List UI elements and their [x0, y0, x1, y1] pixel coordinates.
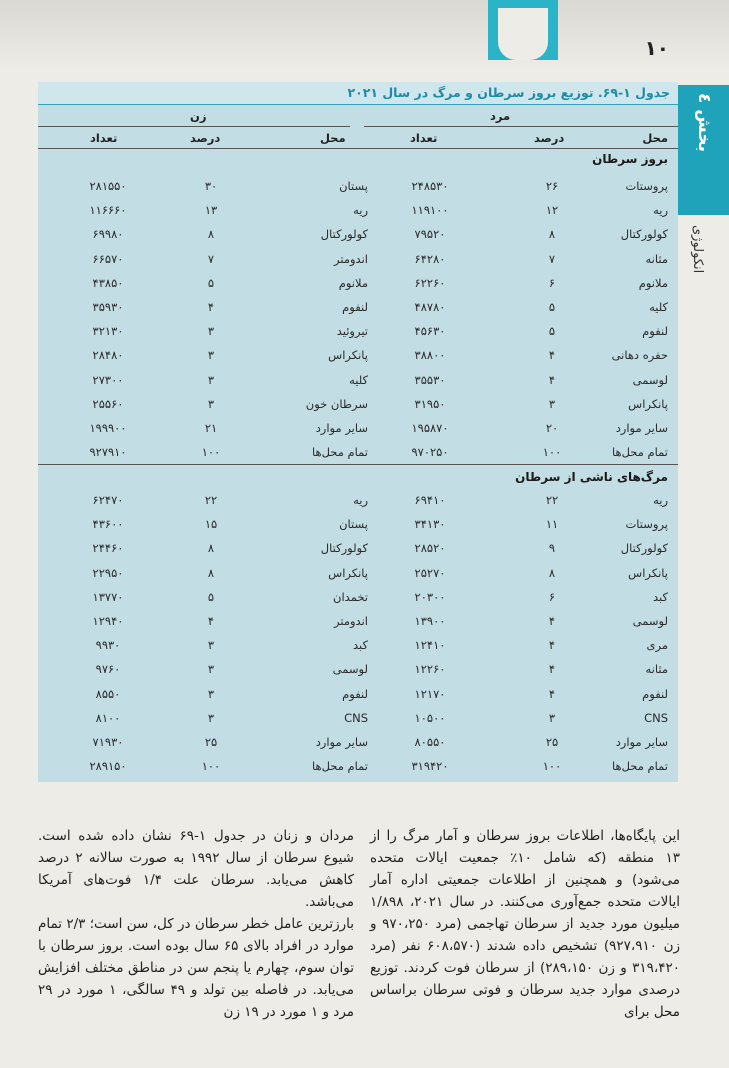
cell-women-percent: ۳: [207, 324, 215, 339]
cell-women-percent: ۳: [207, 372, 215, 387]
cell-women-count: ۸۵۵۰: [95, 686, 121, 701]
table-row: [38, 682, 678, 706]
table-row: [38, 488, 678, 512]
cell-women-count: ۲۵۵۶۰: [92, 396, 124, 411]
cell-women-percent: ۸: [207, 565, 215, 580]
table-row: [38, 271, 678, 295]
table-row: [38, 706, 678, 730]
cell-men-percent: ۶: [548, 275, 556, 290]
cell-women-percent: ۱۵: [204, 517, 218, 532]
cell-men-site: مری: [646, 638, 668, 653]
table-row: [38, 585, 678, 609]
cell-women-site: پانکراس: [328, 565, 368, 580]
cell-women-count: ۲۸۹۱۵۰: [89, 759, 127, 774]
cell-men-percent: ۴: [548, 614, 556, 628]
cell-men-site: کولورکتال: [620, 227, 668, 242]
header-group-men: مرد: [490, 109, 511, 123]
header-women-percent: درصد: [190, 131, 221, 145]
cell-women-percent: ۱۰۰: [201, 445, 221, 460]
cell-men-percent: ۶: [548, 589, 556, 604]
cell-men-site: لوسمی: [632, 372, 668, 387]
cell-women-site: تخمدان: [333, 589, 368, 604]
men-header-line: [364, 126, 678, 127]
cell-men-percent: ۱۱: [545, 517, 559, 532]
header-group-women: زن: [190, 109, 207, 123]
header-women-count: تعداد: [90, 131, 118, 145]
table-row: [38, 730, 678, 754]
cell-men-site: پانکراس: [628, 565, 668, 580]
cell-women-percent: ۳: [207, 396, 215, 411]
cell-women-site: پستان: [339, 179, 368, 193]
table-caption: [38, 82, 678, 105]
cell-women-percent: ۴: [207, 300, 215, 314]
cell-men-percent: ۱۰۰: [542, 445, 562, 460]
cell-men-site: ریه: [653, 203, 668, 218]
cell-women-count: ۳۵۹۳۰: [92, 300, 124, 314]
cell-women-site: کبد: [353, 638, 368, 653]
cell-men-percent: ۳: [548, 710, 556, 725]
cell-men-site: کولورکتال: [620, 541, 668, 556]
cell-women-percent: ۸: [207, 227, 215, 242]
cell-women-site: سایر موارد: [315, 735, 368, 749]
section-side-tab: [678, 85, 729, 215]
cell-men-percent: ۲۲: [545, 493, 559, 507]
cell-men-count: ۶۹۴۱۰: [414, 493, 446, 507]
cell-men-count: ۲۸۵۲۰: [414, 541, 446, 556]
header-bottom-line: [38, 148, 678, 149]
cell-women-percent: ۷: [207, 251, 215, 266]
cell-women-site: تمام محل‌ها: [312, 445, 368, 460]
header-men-count: تعداد: [410, 131, 438, 145]
cell-men-count: ۱۱۹۱۰۰: [411, 203, 449, 218]
table-row: [38, 247, 678, 271]
cell-men-percent: ۸: [548, 565, 556, 580]
cell-men-count: ۱۹۵۸۷۰: [411, 421, 449, 435]
header-men-site: محل: [642, 131, 668, 145]
cell-women-count: ۹۷۶۰: [95, 662, 121, 677]
cell-men-count: ۱۲۲۶۰: [414, 662, 446, 677]
cell-women-percent: ۳: [207, 662, 215, 677]
cell-women-percent: ۳: [207, 686, 215, 701]
cell-men-site: ملانوم: [638, 275, 668, 290]
section-label: بخش ٤: [694, 93, 714, 152]
cell-women-site: کولورکتال: [320, 227, 368, 242]
cell-women-count: ۶۲۴۷۰: [92, 493, 124, 507]
body-paragraph: مردان و زنان در جدول ۱-۶۹ نشان داده شده است. شیوع سرطان از سال ۱۹۹۲ به صورت سالانه ۲ درصد کاهش می‌یابد. سرطان علت ۱/۴ فوت‌های آمریکا می‌باشد.: [38, 828, 355, 910]
table-row: [38, 343, 678, 367]
section-mortality-title: مرگ‌های ناشی از سرطان: [515, 470, 668, 484]
cell-women-percent: ۲۲: [204, 493, 218, 507]
cell-men-percent: ۵: [548, 300, 556, 314]
cell-women-count: ۳۲۱۳۰: [92, 324, 124, 339]
page-top-shadow: [0, 0, 729, 70]
cell-men-percent: ۲۰: [545, 421, 559, 435]
cell-men-percent: ۹: [548, 541, 556, 556]
cell-men-count: ۴۸۷۸۰: [414, 300, 446, 314]
cell-men-count: ۳۵۵۳۰: [414, 372, 446, 387]
cell-women-percent: ۳: [207, 638, 215, 653]
cell-women-percent: ۳: [207, 348, 215, 363]
cell-men-site: لوسمی: [632, 614, 668, 628]
cell-men-site: پروستات: [625, 179, 668, 193]
cell-men-site: CNS: [644, 710, 668, 725]
cell-men-site: لنفوم: [642, 686, 668, 701]
table-caption-text: جدول ۱-۶۹. توزیع بروز سرطان و مرگ در سال ۲۰۲۱: [347, 85, 670, 100]
cell-men-site: حفره دهانی: [611, 348, 668, 363]
cell-men-count: ۱۰۵۰۰: [414, 710, 446, 725]
cell-women-site: ملانوم: [338, 275, 368, 290]
cell-women-count: ۱۲۹۴۰: [92, 614, 124, 628]
cell-men-site: مثانه: [645, 662, 668, 677]
cell-women-count: ۶۹۹۸۰: [92, 227, 124, 242]
cell-women-percent: ۲۱: [204, 421, 218, 435]
women-header-line: [38, 126, 350, 127]
table-row: [38, 609, 678, 633]
cell-men-count: ۸۰۵۵۰: [414, 735, 446, 749]
cell-men-percent: ۴: [548, 662, 556, 677]
cell-women-site: تیروئید: [336, 324, 368, 339]
table-row: [38, 633, 678, 657]
cell-women-site: لوسمی: [332, 662, 368, 677]
cell-men-count: ۲۴۸۵۳۰: [411, 179, 449, 193]
body-text-left-column: [38, 825, 354, 1023]
cell-women-percent: ۱۰۰: [201, 759, 221, 774]
cell-women-site: پانکراس: [328, 348, 368, 363]
cell-men-percent: ۴: [548, 638, 556, 653]
cell-women-count: ۲۸۱۵۵۰: [89, 179, 127, 193]
cell-women-count: ۸۱۰۰: [95, 710, 121, 725]
body-text-right-column: [370, 825, 680, 1023]
cell-women-percent: ۳: [207, 710, 215, 725]
body-paragraph: بارزترین عامل خطر سرطان در کل، سن است؛ ۲/۳ تمام موارد در افراد بالای ۶۵ سال بوده است. بروز سرطان با توان سوم، چهارم یا پنجم سن در مناطق مختلف افزایش می‌یابد. در فاصله بین تولد و ۴۹ سالگی، ۱ مورد در ۲۹ مرد و ۱ مورد در ۱۹ زن: [38, 916, 354, 1020]
cell-women-count: ۱۱۶۶۶۰: [89, 203, 127, 218]
table-row: [38, 657, 678, 681]
cell-women-site: اندومتر: [334, 614, 368, 628]
cell-women-site: پستان: [339, 517, 368, 532]
cell-women-count: ۲۲۹۵۰: [92, 565, 124, 580]
cell-men-count: ۴۵۶۳۰: [414, 324, 446, 339]
cell-men-site: لنفوم: [642, 324, 668, 339]
cell-women-site: تمام محل‌ها: [312, 759, 368, 774]
cell-women-percent: ۱۳: [204, 203, 218, 218]
corner-tab-decoration: [488, 0, 558, 60]
cell-women-site: اندومتر: [334, 251, 368, 266]
cell-men-percent: ۵: [548, 324, 556, 339]
cell-men-percent: ۷: [548, 251, 556, 266]
cell-men-site: پروستات: [625, 517, 668, 532]
cell-women-site: کلیه: [349, 372, 368, 387]
cell-men-count: ۳۸۸۰۰: [414, 348, 446, 363]
cell-women-site: سایر موارد: [315, 421, 368, 435]
cell-men-percent: ۴: [548, 686, 556, 701]
cell-men-site: ریه: [653, 493, 668, 507]
header-men-percent: درصد: [534, 131, 565, 145]
table-row: [38, 295, 678, 319]
cell-men-site: مثانه: [645, 251, 668, 266]
cell-women-count: ۴۳۶۰۰: [92, 517, 124, 532]
table-row: [38, 440, 678, 464]
table-row: [38, 754, 678, 778]
cell-women-percent: ۴: [207, 614, 215, 628]
cell-women-site: لنفوم: [342, 300, 368, 314]
page-number: ۱۰: [644, 36, 669, 60]
cell-men-count: ۶۴۲۸۰: [414, 251, 446, 266]
cell-women-count: ۷۱۹۳۰: [92, 735, 124, 749]
header-women-site: محل: [320, 131, 346, 145]
cell-men-count: ۳۴۱۳۰: [414, 517, 446, 532]
cell-women-count: ۲۷۳۰۰: [92, 372, 124, 387]
cell-women-percent: ۳۰: [204, 179, 218, 193]
table-row: [38, 392, 678, 416]
body-paragraph: این پایگاه‌ها، اطلاعات بروز سرطان و آمار مرگ را از ۱۳ منطقه (که شامل ۱۰٪ جمعیت ایالات متحده می‌شود) و همچنین از اطلاعات جمعیتی اداره آمار ایالات متحده جمع‌آوری می‌کنند. در سال ۲۰۲۱، ۱/۸۹۸ میلیون مورد جدید از سرطان تهاجمی (مرد ۹۷۰،۲۵۰ و زن ۹۲۷،۹۱۰) تشخیص داده شدند (۶۰۸،۵۷۰ نفر (مرد ۳۱۹،۴۲۰ و زن ۲۸۹،۱۵۰) از سرطان فوت کردند. توزیع درصدی موارد جدید سرطان و فوتی سرطان براساس محل برای: [370, 828, 680, 1020]
table-row: [38, 536, 678, 560]
cell-women-count: ۹۲۷۹۱۰: [89, 445, 127, 460]
table-row: [38, 222, 678, 246]
cell-men-count: ۱۲۱۷۰: [414, 686, 446, 701]
table-row: [38, 561, 678, 585]
cell-women-site: ریه: [353, 493, 368, 507]
cell-men-percent: ۴: [548, 372, 556, 387]
table-row: [38, 416, 678, 440]
cell-men-percent: ۴: [548, 348, 556, 363]
cell-men-count: ۱۳۹۰۰: [414, 614, 446, 628]
cell-women-site: لنفوم: [342, 686, 368, 701]
section-divider: [38, 464, 678, 465]
cell-men-count: ۲۵۲۷۰: [414, 565, 446, 580]
table-row: [38, 198, 678, 222]
cell-men-percent: ۱۰۰: [542, 759, 562, 774]
cell-women-count: ۲۸۴۸۰: [92, 348, 124, 363]
cell-men-site: تمام محل‌ها: [612, 445, 668, 460]
topic-label: انکولوژی: [690, 225, 705, 274]
cell-men-percent: ۲۶: [545, 179, 559, 193]
cell-men-count: ۶۲۲۶۰: [414, 275, 446, 290]
cell-women-site: کولورکتال: [320, 541, 368, 556]
cell-men-site: کلیه: [649, 300, 668, 314]
cell-men-site: سایر موارد: [615, 735, 668, 749]
cell-women-site: CNS: [344, 710, 368, 725]
section-incidence-title: بروز سرطان: [592, 152, 668, 166]
cell-women-site: سرطان خون: [305, 396, 368, 411]
cell-men-count: ۱۲۴۱۰: [414, 638, 446, 653]
cell-women-site: ریه: [353, 203, 368, 218]
cell-women-count: ۱۹۹۹۰۰: [89, 421, 127, 435]
cell-men-percent: ۲۵: [545, 735, 559, 749]
cell-women-count: ۲۴۴۶۰: [92, 541, 124, 556]
cancer-table: [38, 82, 678, 782]
cell-men-site: پانکراس: [628, 396, 668, 411]
cell-men-count: ۹۷۰۲۵۰: [411, 445, 449, 460]
cell-women-percent: ۲۵: [204, 735, 218, 749]
cell-men-percent: ۱۲: [545, 203, 559, 218]
cell-women-count: ۴۳۸۵۰: [92, 275, 124, 290]
table-row: [38, 174, 678, 198]
cell-men-count: ۲۰۳۰۰: [414, 589, 446, 604]
cell-men-site: تمام محل‌ها: [612, 759, 668, 774]
cell-women-count: ۹۹۳۰: [95, 638, 121, 653]
cell-men-percent: ۸: [548, 227, 556, 242]
cell-men-site: کبد: [653, 589, 668, 604]
cell-men-count: ۳۱۹۵۰: [414, 396, 446, 411]
table-row: [38, 368, 678, 392]
table-row: [38, 512, 678, 536]
cell-men-percent: ۳: [548, 396, 556, 411]
cell-women-percent: ۵: [207, 275, 215, 290]
cell-women-percent: ۵: [207, 589, 215, 604]
cell-women-count: ۶۶۵۷۰: [92, 251, 124, 266]
cell-women-percent: ۸: [207, 541, 215, 556]
cell-men-site: سایر موارد: [615, 421, 668, 435]
cell-women-count: ۱۳۷۷۰: [92, 589, 124, 604]
table-row: [38, 319, 678, 343]
cell-men-count: ۳۱۹۴۲۰: [411, 759, 449, 774]
cell-men-count: ۷۹۵۲۰: [414, 227, 446, 242]
